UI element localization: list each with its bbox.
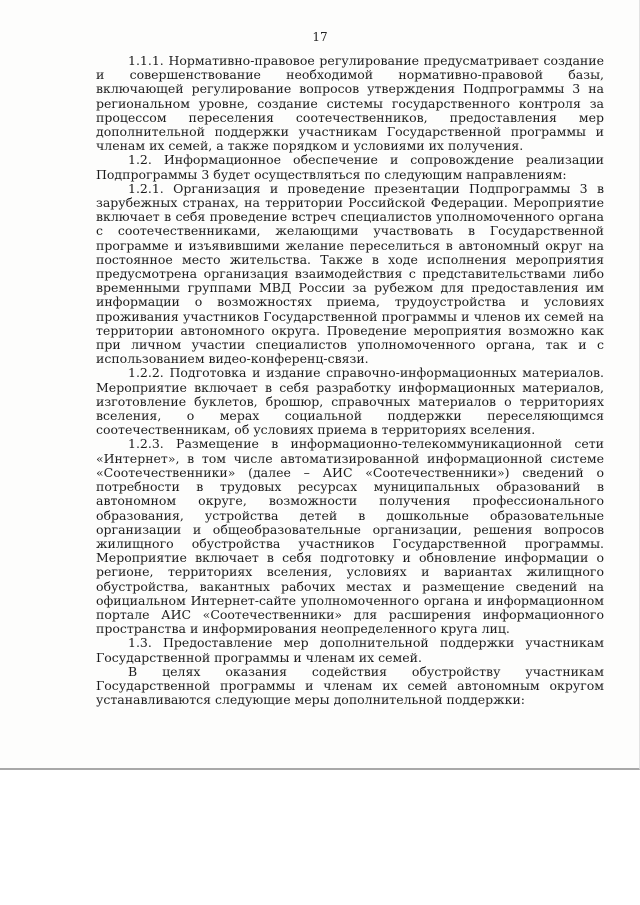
document-body <box>96 54 604 707</box>
paragraph-1-2-2: 1.2.2. Подготовка и издание справочно-информационных материалов. Мероприятие включает в себя разработку информационных материалов, изготовление буклетов, брошюр, справочных материалов о территориях вселения, о мерах социальной поддержки переселяющимся соотечественникам, об условиях приема в территориях вселения. <box>96 365 604 438</box>
paragraph-1-2-3: 1.2.3. Размещение в информационно-телекоммуникационной сети «Интернет», в том числе автоматизированной информационной системе «Соотечественники» (далее – АИС «Соотечественники») сведений о потребности в трудовых ресурсах муниципальных образований в автономном округе, возможности получения профессионального образования, устройства детей в дошкольные образовательные организации и общеобразовательные организации, решения вопросов жилищного обустройства участников Государственной программы. Мероприятие включает в себя подготовку и обновление информации о регионе, территориях вселения, условиях и вариантах жилищного обустройства, вакантных рабочих местах и размещение сведений на официальном Интернет-сайте уполномоченного органа и информационном портале АИС «Соотечественники» для расширения информационного пространства и информирования неопределенного круга лиц. <box>96 436 604 637</box>
paragraph-1-2-1: 1.2.1. Организация и проведение презентации Подпрограммы 3 в зарубежных странах, на территории Российской Федерации. Мероприятие включает в себя проведение встреч специалистов уполномоченного органа с соотечественниками, желающими участвовать в Государственной программе и изъявившими желание переселиться в автономный округ на постоянное место жительства. Также в ходе исполнения мероприятия предусмотрена организация взаимодействия с представительствами либо временными группами МВД России за рубежом для предоставления им информации о возможностях приема, трудоустройства и условиях проживания участников Государственной программы и членов их семей на территории автономного округа. Проведение мероприятия возможно как при личном участии специалистов уполномоченного органа, так и с использованием видео-конференц-связи. <box>96 180 604 367</box>
page-number: 17 <box>312 30 328 44</box>
paragraph-1-1-1: 1.1.1. Нормативно-правовое регулирование предусматривает создание и совершенствование необходимой нормативно-правовой базы, включающей регулирование вопросов утверждения Подпрограммы 3 на региональном уровне, создание системы государственного контроля за процессом переселения соотечественников, предоставления мер дополнительной поддержки участникам Государственной программы и членам их семей, а также порядком и условиями их получения. <box>96 53 604 154</box>
paragraph-support-measures: В целях оказания содействия обустройству участникам Государственной программы и членам их семей автономным округом устанавливаются следующие меры дополнительной поддержки: <box>96 663 604 708</box>
paragraph-1-3: 1.3. Предоставление мер дополнительной поддержки участникам Государственной программы и членам их семей. <box>96 635 604 665</box>
paragraph-1-2: 1.2. Информационное обеспечение и сопровождение реализации Подпрограммы 3 будет осуществляться по следующим направлениям: <box>96 152 604 182</box>
